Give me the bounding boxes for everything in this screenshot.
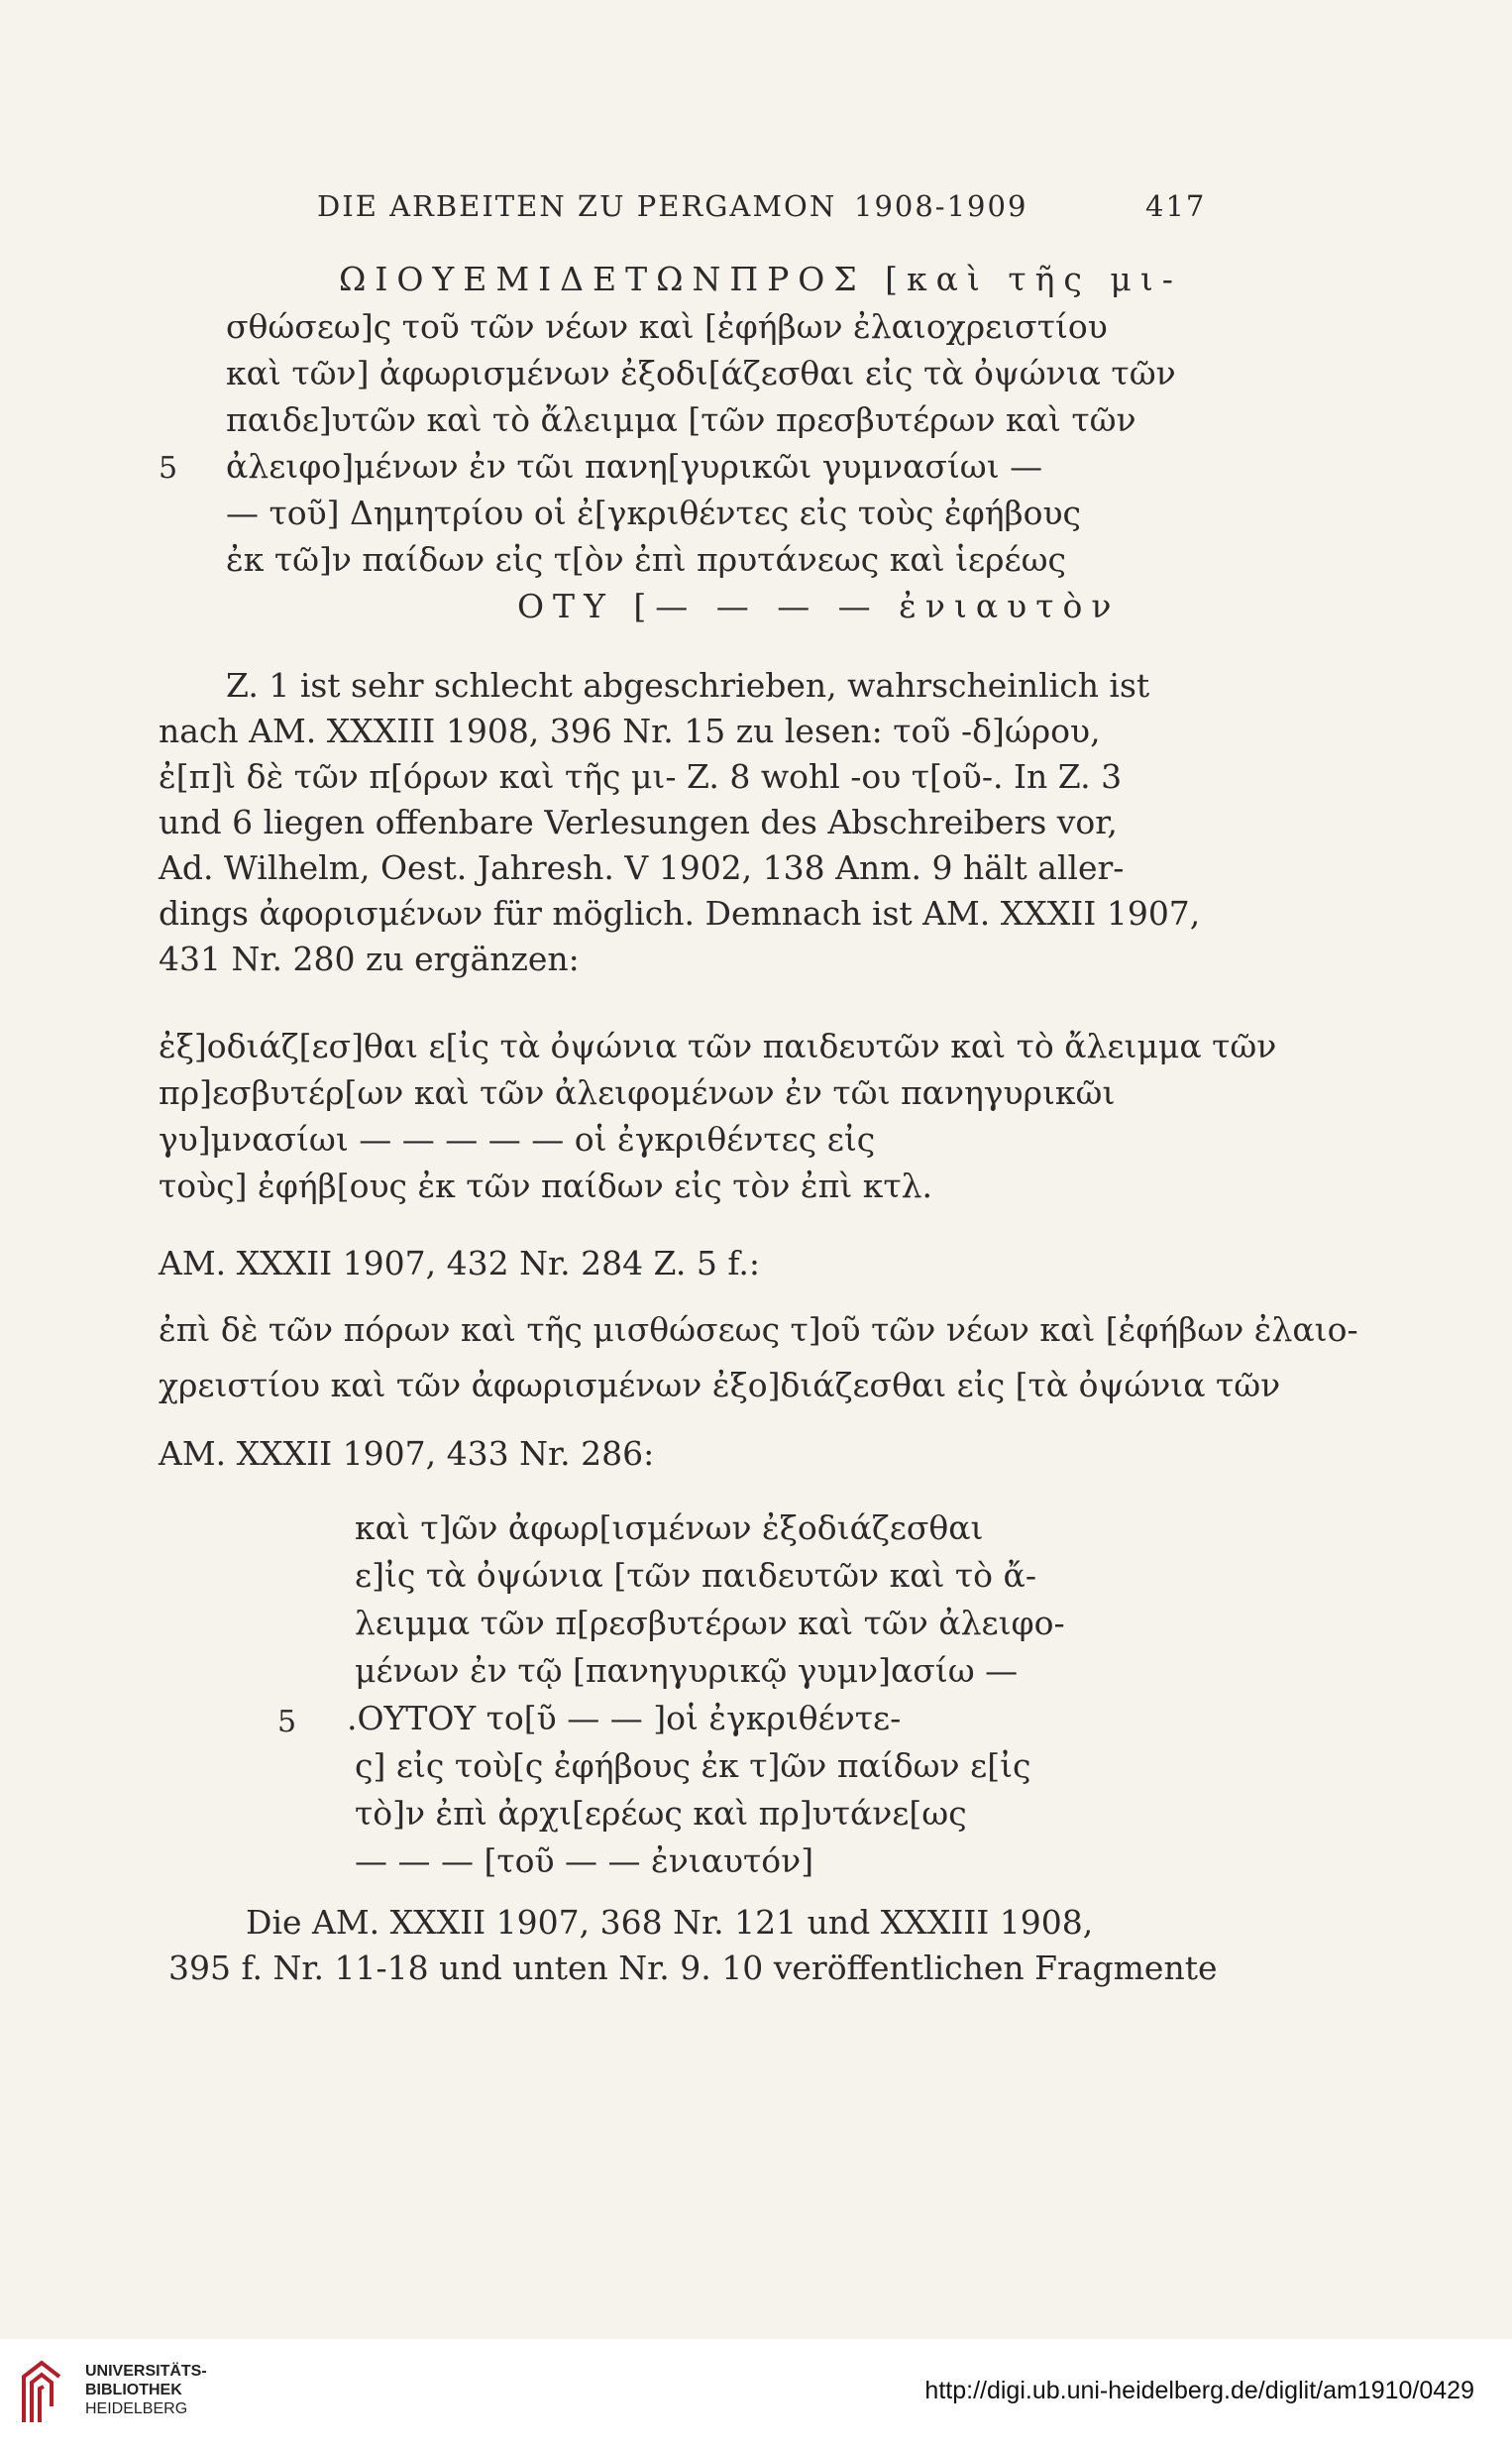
commentary-line: nach AM. XXXIII 1908, 396 Nr. 15 zu lesen: τοῦ -δ]ώρου,: [159, 712, 1101, 750]
running-years: 1908-1909: [854, 189, 1028, 223]
inscription3-line: μένων ἐν τῷ [πανηγυρικῷ γυμν]ασίω —: [355, 1651, 1019, 1690]
inscription1-line: ἀλειφο]μένων ἐν τῶι πανη[γυρικῶι γυμνασίωι —: [226, 447, 1043, 486]
paragraph-line: Die AM. XXXII 1907, 368 Nr. 121 und XXXIII 1908,: [246, 1903, 1094, 1942]
inscription1-line: παιδε]υτῶν καὶ τὸ ἄλειμμα [τῶν πρεσβυτέρων καὶ τῶν: [226, 400, 1136, 439]
supplement-line: γυ]μνασίωι — — — — — οἱ ἐγκριθέντες εἰς: [159, 1120, 876, 1159]
reference-line: AM. XXXII 1907, 432 Nr. 284 Z. 5 f.:: [159, 1244, 761, 1282]
running-title: DIE ARBEITEN ZU PERGAMON: [317, 189, 837, 223]
library-name: [85, 2362, 207, 2418]
inscription1-line: — τοῦ] Δημητρίου οἱ ἐ[γκριθέντες εἰς τοὺς ἐφήβους: [226, 494, 1082, 532]
inscription3-line: .ΟΥΤΟΥ το[ῦ — — ]οἱ ἐγκριθέντε-: [347, 1699, 902, 1737]
supplement-line: πρ]εσβυτέρ[ων καὶ τῶν ἀλειφομένων ἐν τῶι πανηγυρικῶι: [159, 1073, 1116, 1112]
inscription3-line: — — — [τοῦ — — ἐνιαυτόν]: [355, 1841, 814, 1880]
commentary-line: 431 Nr. 280 zu ergänzen:: [159, 940, 580, 978]
inscription1-line: ΩΙΟΥΕΜΙΔΕΤΩΝΠΡΟΣ [καὶ τῆς μι-: [339, 260, 1182, 298]
inscription1-line: σθώσεω]ς τοῦ τῶν νέων καὶ [ἐφήβων ἐλαιοχρειστίου: [226, 307, 1108, 346]
supplement-line: τοὺς] ἐφήβ[ους ἐκ τῶν παίδων εἰς τὸν ἐπὶ κτλ.: [159, 1167, 933, 1205]
inscription1-line: καὶ τῶν] ἀφωρισμένων ἐξοδι[άζεσθαι εἰς τὰ ὀψώνια τῶν: [226, 354, 1176, 392]
inscription3-line: καὶ τ]ῶν ἀφωρ[ισμένων ἐξοδιάζεσθαι: [355, 1508, 984, 1547]
paragraph-line: 395 f. Nr. 11-18 und unten Nr. 9. 10 veröffentlichen Fragmente: [168, 1949, 1218, 1987]
supplement-line: ἐξ]οδιάζ[εσ]θαι ε[ἰς τὰ ὀψώνια τῶν παιδευτῶν καὶ τὸ ἄλειμμα τῶν: [159, 1027, 1277, 1065]
source-url[interactable]: http://digi.ub.uni-heidelberg.de/diglit/am1910/0429: [924, 2377, 1474, 2404]
commentary-line: ἐ[π]ὶ δὲ τῶν π[όρων καὶ τῆς μι- Z. 8 wohl -ου τ[οῦ-. In Z. 3: [159, 757, 1123, 796]
library-name-line: UNIVERSITÄTS-: [85, 2363, 207, 2380]
commentary-line: und 6 liegen offenbare Verlesungen des Abschreibers vor,: [159, 803, 1118, 841]
inscription2-line: ἐπὶ δὲ τῶν πόρων καὶ τῆς μισθώσεως τ]οῦ τῶν νέων καὶ [ἐφήβων ἐλαιο-: [159, 1310, 1358, 1349]
library-logo-icon: [18, 2357, 65, 2426]
inscription3-line: ε]ἰς τὰ ὀψώνια [τῶν παιδευτῶν καὶ τὸ ἄ-: [355, 1556, 1036, 1595]
line-number: 5: [159, 451, 178, 486]
library-name-line: HEIDELBERG: [85, 2400, 188, 2417]
inscription3-line: ς] εἰς τοὺ[ς ἐφήβους ἐκ τ]ῶν παίδων ε[ἰς: [355, 1746, 1031, 1785]
inscription2-line: χρειστίου καὶ τῶν ἀφωρισμένων ἐξο]διάζεσθαι εἰς [τὰ ὀψώνια τῶν: [159, 1366, 1281, 1404]
inscription1-line: ΟΤΥ [— — — — ἐνιαυτὸν: [517, 587, 1121, 625]
commentary-line: Ad. Wilhelm, Oest. Jahresh. V 1902, 138 Anm. 9 hält aller-: [159, 848, 1125, 887]
commentary-line: dings ἀφορισμένων für möglich. Demnach ist AM. XXXII 1907,: [159, 894, 1201, 933]
reference-line: AM. XXXII 1907, 433 Nr. 286:: [159, 1434, 655, 1473]
commentary-line: Z. 1 ist sehr schlecht abgeschrieben, wahrscheinlich ist: [226, 666, 1150, 705]
library-name-line: BIBLIOTHEK: [85, 2382, 182, 2398]
inscription3-line: λειμμα τῶν π[ρεσβυτέρων καὶ τῶν ἀλειφο-: [355, 1604, 1065, 1642]
inscription3-line: τὸ]ν ἐπὶ ἀρχι[ερέως καὶ πρ]υτάνε[ως: [355, 1794, 967, 1833]
page-number: 417: [1145, 189, 1207, 223]
inscription1-line: ἐκ τῶ]ν παίδων εἰς τ[ὸν ἐπὶ πρυτάνεως καὶ ἱερέως: [226, 540, 1067, 579]
line-number: 5: [277, 1705, 297, 1739]
